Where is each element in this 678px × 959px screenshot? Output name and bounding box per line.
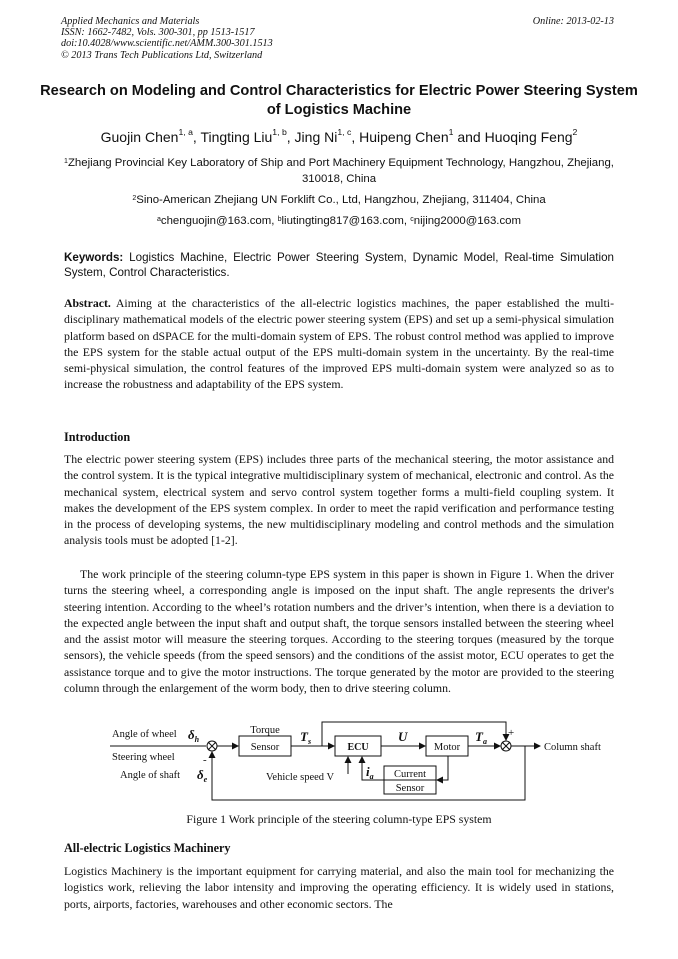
- email-link[interactable]: chenguojin@163.com: [160, 215, 272, 227]
- abstract: [64, 295, 614, 393]
- motor-label: Motor: [433, 742, 461, 753]
- email-list: $^a$chenguojin@163.com, $^b$liutingting817@163.com, $^c$nijing2000@163.com: [156, 215, 521, 227]
- figure-1-caption: Figure 1 Work principle of the steering column-type EPS system: [186, 812, 492, 826]
- introduction-paragraph-2: The work principle of the steering column-type EPS system in this paper is shown in Figure 1. When the driver turns the steering wheel, a corresponding angle is imposed on the input shaft. The angle represents the driver's steering intention. According to the wheel’s rotation numbers and the driver’s intention, when there is a deviation to the expected angle between the input shaft and output shaft, the torque sensors installed between the steering wheel and the assist motor will measure the steering torques. According to the steering torques (measured by the torque sensors), the vehicle speeds (from the speed sensors) and the conditions of the assist motor, ECU operates to get the assistance torque and to give the motor instructions. The torque generated by the motor are provided to the steering column through the enlargement of the worm body, then to drive steering column.: [64, 567, 614, 696]
- doi-line: doi:10.4028/www.scientific.net/AMM.300-301.1513: [61, 38, 273, 50]
- torque-label: Torque: [250, 725, 280, 736]
- column-shaft-label: Column shaft: [544, 742, 601, 753]
- abstract-text: Aiming at the characteristics of the all-electric logistics machines, the paper established the multi-disciplinary mathematical models of the electric power steering system (EPS) and set up a semi-physical simulation platform based on dSPACE for the multi-domain system of EPS. The robust control method was applied to improve the EPS system for the stable actual output of the EPS multi-domain system in the uncertainty. By the real-time semi-physical simulation, the control features of the improved EPS multi-domain system were analyzed so as to increase the robustness and adaptability of the EPS system.: [64, 296, 614, 392]
- author: Guojin Chen$^{1, a}$: [100, 126, 193, 145]
- journal-header: [61, 16, 273, 61]
- author-list: Guojin Chen$^{1, a}$, Tingting Liu$^{1, b}$, Jing Ni$^{1, c}$, Huipeng Chen$^1$ and Huoqing Feng$^2$: [100, 126, 578, 145]
- affiliation-1: $^1$Zhejiang Provincial Key Laboratory of Ship and Port Machinery Equipment Technology, Hangzhou, Zhejiang, 310018, China: [64, 157, 614, 185]
- section-heading-introduction: Introduction: [64, 430, 131, 444]
- vehicle-speed-label: Vehicle speed V: [266, 772, 335, 783]
- minus-sign: -: [203, 754, 207, 766]
- block-diagram-svg: [100, 718, 601, 806]
- keywords: [64, 250, 614, 280]
- journal-name: Applied Mechanics and Materials: [61, 16, 200, 27]
- ecu-label: ECU: [347, 742, 369, 753]
- paper-title: Research on Modeling and Control Characteristics for Electric Power Steering System of Logistics Machine: [40, 83, 638, 118]
- ts-symbol: $T_s$: [300, 729, 312, 746]
- online-date: Online: 2013-02-13: [532, 16, 614, 27]
- delta-e-symbol: $\delta_e$: [197, 767, 208, 784]
- author: Tingting Liu$^{1, b}$: [200, 126, 287, 145]
- introduction-paragraph-1: The electric power steering system (EPS) includes three parts of the mechanical steering, the motor assistance and the control system. It is the typical integrative multidisciplinary system of mechanical, electronic and control. As the mechanical system, electrical system and servo control system together forms a multi-field coupling system. It makes the development of the EPS system complex. In order to meet the rapid verification and performance testing in the process of developing systems, the new multidisciplinary modeling and control methods and the simulation analysis tools must be adopted [1-2].: [64, 452, 614, 548]
- issn-line: ISSN: 1662-7482, Vols. 300-301, pp 1513-1517: [61, 27, 255, 39]
- email-link[interactable]: liutingting817@163.com: [281, 215, 404, 227]
- keywords-text: Logistics Machine, Electric Power Steering System, Dynamic Model, Real-time Simulation System, Control Characteristics.: [64, 251, 614, 280]
- ta-symbol: $T_a$: [475, 729, 487, 746]
- author: Huipeng Chen$^1$: [359, 126, 454, 145]
- author: Jing Ni$^{1, c}$: [294, 126, 352, 145]
- plus-sign: +: [508, 727, 515, 739]
- ia-symbol: $i_a$: [366, 764, 374, 781]
- sensor-label: Sensor: [250, 742, 280, 753]
- abstract-label: Abstract.: [64, 296, 111, 310]
- figure-1-diagram: [100, 718, 601, 806]
- author: Huoqing Feng$^2$: [484, 126, 578, 145]
- email-link[interactable]: nijing2000@163.com: [413, 215, 521, 227]
- current-sensor-label: Sensor: [395, 783, 425, 794]
- affiliation-2: $^2$Sino-American Zhejiang UN Forklift Co., Ltd, Hangzhou, Zhejiang, 311404, China: [132, 194, 546, 206]
- copyright-line: © 2013 Trans Tech Publications Ltd, Switzerland: [61, 49, 263, 61]
- steering-wheel-label: Steering wheel: [112, 752, 175, 763]
- section-heading-machinery: All-electric Logistics Machinery: [64, 841, 231, 855]
- keywords-label: Keywords:: [64, 251, 124, 264]
- angle-of-wheel-label: Angle of wheel: [112, 729, 177, 740]
- delta-h-symbol: $\delta_h$: [188, 727, 200, 744]
- u-symbol: U: [398, 729, 408, 744]
- angle-of-shaft-label: Angle of shaft: [120, 770, 181, 781]
- current-label: Current: [393, 769, 427, 780]
- machinery-paragraph-1: Logistics Machinery is the important equipment for carrying material, and also the main tool for mechanizing the logistics work, relieving the labor intensity and improving the operating efficiency. It is widely used in stations, ports, airports, factories, warehouses and other economic sectors. The: [64, 864, 614, 911]
